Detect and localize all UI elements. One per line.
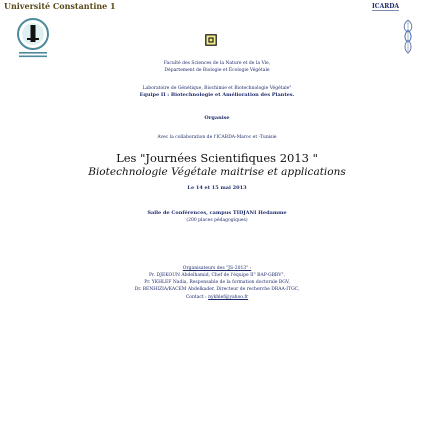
laboratory-line-2: Equipe II : Biotechnologie et Amélioration des Plantes. — [139, 92, 295, 98]
organise-label: Organise — [204, 115, 230, 121]
faculty-line-1: Faculté des Sciences de la Nature et de la Vie, — [163, 61, 271, 66]
organizer-line: Pr. YKHLEF Nadia, Responsable de la formation doctorale BGV, — [144, 280, 290, 285]
laboratory-line-1: Laboratoire de Génétique, Biochimie et Biotechnologie Végétale" — [142, 86, 292, 91]
university-name: Université Constantine 1 — [4, 1, 116, 11]
contact-email-link[interactable]: nykhlef@yahoo.fr — [208, 295, 249, 300]
center-emblem-icon — [205, 34, 217, 46]
contact-label: Contact : — [185, 295, 207, 300]
collaboration-text: Avec la collaboration de l'ICARDA-Maroc et -Tunisie — [157, 135, 277, 140]
lab-emblem — [399, 18, 417, 56]
event-subtitle: Biotechnologie Végétale maitrise et applications — [88, 166, 346, 178]
faculty-line-2: Département de Biologie et Écologie Végétale — [164, 68, 270, 73]
organizer-line: Dr. BENHIZIA/KACEM Abdelkader, Directeur de recherche DRAA-ITGC, — [134, 287, 300, 292]
venue-line-1: Salle de Conférences, campus TIDJANI Hedamme — [147, 210, 287, 216]
event-date: Le 14 et 15 mai 2013 — [187, 185, 247, 191]
organizer-line: Pr. DJEKOUN Abdelhamid, Chef de l'équipe II" BAP-GBBV", — [149, 273, 285, 278]
contact-line — [0, 295, 434, 300]
event-title: Les "Journées Scientifiques 2013 " — [116, 151, 318, 165]
icarda-logo-text: ICARDA — [372, 3, 400, 10]
venue-line-2: (200 places pédagogiques) — [186, 218, 248, 223]
university-emblem — [15, 16, 51, 60]
organizers-heading: Organisateurs des "JS-2013" : — [182, 266, 252, 271]
